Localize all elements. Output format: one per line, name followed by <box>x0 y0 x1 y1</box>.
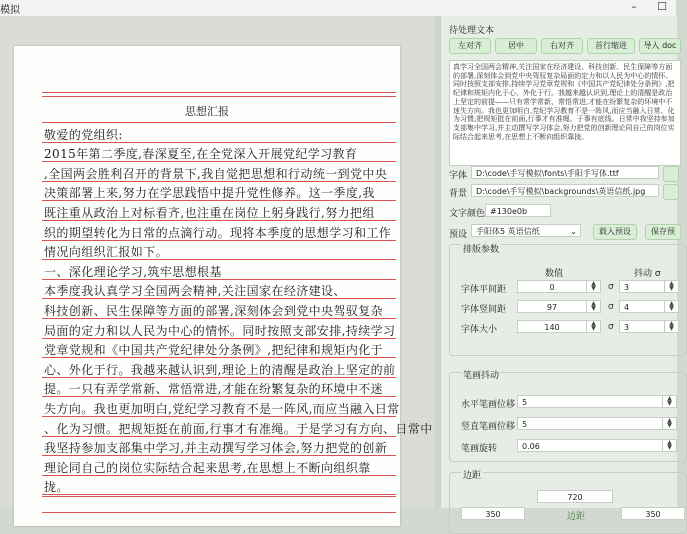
font-path-field[interactable]: D:\code\手写模拟\fonts\手阳手写体.ttf <box>471 166 659 179</box>
font-label: 字体 <box>449 171 468 181</box>
margin-left-field[interactable]: 350 <box>461 507 525 520</box>
v-jitter-spinbox[interactable] <box>619 300 679 313</box>
handwritten-line: 拢。 <box>44 480 69 494</box>
handwritten-line: 科技创新、民生保障等方面的部署,深刻体会到党中央驾驭复杂 <box>44 304 384 318</box>
spin-arrows-icon[interactable]: ▲ ▼ <box>662 418 676 429</box>
h-stroke-offset-label: 水平笔画位移 <box>461 400 516 410</box>
handwritten-line: 本季度我认真学习全国两会精神,关注国家在经济建设、 <box>44 284 346 298</box>
handwritten-line: ,全国两会胜利召开的背景下,我自觉把思想和行动统一到党中央 <box>44 167 388 181</box>
preview-canvas[interactable] <box>0 16 440 508</box>
handwritten-line: 情况向组织汇报如下。 <box>44 245 169 259</box>
background-label: 背景 <box>449 189 468 199</box>
spin-arrows-icon[interactable]: ▲ ▼ <box>664 301 678 312</box>
margin-title: 边距 <box>461 468 483 481</box>
paper-margin-line <box>42 92 396 93</box>
handwritten-line: 心、外化于行。我越来越认识到,理论上的清醒是政治上坚定的前 <box>44 363 396 377</box>
paper-margin-line <box>42 96 396 97</box>
handwritten-line: 我坚持参加支部集中学习,并主动撰写学习体会,努力把党的创新 <box>44 441 388 455</box>
sigma-label: σ <box>608 282 614 292</box>
stroke-rotate-value: 0.06 <box>522 442 540 451</box>
v-jitter-value: 4 <box>624 303 630 312</box>
h-spacing-spinbox[interactable] <box>517 280 601 293</box>
handwritten-line: 既注重从政治上对标看齐,也注重在岗位上躬身践行,努力把组 <box>44 206 375 220</box>
h-stroke-offset-spinbox[interactable] <box>517 395 677 408</box>
align-right-button[interactable]: 右对齐 <box>541 38 583 54</box>
paper-preview <box>14 46 433 526</box>
align-left-button[interactable]: 左对齐 <box>449 38 491 54</box>
background-path-field[interactable]: D:\code\手写模拟\backgrounds\英语信纸.jpg <box>471 184 659 197</box>
chevron-down-icon: ⌄ <box>570 227 577 236</box>
h-spacing-label: 字体平间距 <box>461 285 507 295</box>
handwritten-line: 决策部署上来,努力在学思践悟中提升党性修养。这一季度,我 <box>44 186 375 200</box>
v-spacing-label: 字体竖间距 <box>461 305 507 315</box>
section-title-text: 待处理文本 <box>449 26 495 36</box>
v-stroke-offset-value: 5 <box>522 420 528 429</box>
spin-arrows-icon[interactable]: ▲ ▼ <box>662 396 676 407</box>
background-browse-button[interactable] <box>663 184 679 200</box>
font-size-spinbox[interactable] <box>517 320 601 333</box>
stroke-rotate-spinbox[interactable] <box>517 439 677 452</box>
v-spacing-value: 97 <box>546 303 558 312</box>
sigma-label: σ <box>608 302 614 312</box>
control-panel <box>440 16 677 522</box>
maximize-icon[interactable]: ☐ <box>657 0 667 13</box>
v-stroke-offset-label: 竖直笔画位移 <box>461 422 516 432</box>
handwritten-line: 提。一只有弄学常新、常悟常进,才能在纷繁复杂的环境中不迷 <box>44 382 384 396</box>
v-spacing-spinbox[interactable] <box>517 300 601 313</box>
preset-value: 手阳体5 英语信纸 <box>476 227 540 236</box>
h-stroke-offset-value: 5 <box>522 398 528 407</box>
text-color-field[interactable]: #130e0b <box>485 204 551 217</box>
handwritten-line: 织的期望转化为日常的点滴行动。现将本季度的思想学习和工作 <box>44 226 392 240</box>
import-doc-button[interactable]: 导入 doc <box>639 38 681 54</box>
preset-label: 预设 <box>449 230 468 240</box>
title-bar <box>0 0 676 17</box>
minimize-icon[interactable]: – <box>631 0 637 13</box>
value-column-header: 数值 <box>545 269 564 279</box>
load-preset-button[interactable]: 载入预设 <box>593 224 637 240</box>
v-stroke-offset-spinbox[interactable] <box>517 417 677 430</box>
preset-select[interactable] <box>471 224 581 237</box>
paper-margin-line <box>42 512 396 513</box>
font-size-value: 140 <box>544 323 560 332</box>
font-size-jitter-spinbox[interactable] <box>619 320 679 333</box>
spin-arrows-icon[interactable]: ▲ ▼ <box>664 281 678 292</box>
handwritten-line: 敬爱的党组织: <box>44 128 123 142</box>
h-jitter-value: 3 <box>624 283 630 292</box>
paper-title: 思想汇报 <box>185 105 229 118</box>
margin-center-label: 边距 <box>567 512 586 522</box>
first-line-indent-button[interactable]: 首行缩进 <box>587 38 635 54</box>
font-browse-button[interactable] <box>663 166 679 182</box>
window-title: 模拟 <box>0 5 20 16</box>
stroke-perturb-title: 笔画抖动 <box>461 368 501 381</box>
paper-margin-line <box>42 496 396 497</box>
handwritten-line: 2015年第二季度,春深夏至,在全党深入开展党纪学习教育 <box>44 147 358 161</box>
layout-params-title: 排版参数 <box>461 242 501 255</box>
handwritten-line: 一、深化理论学习,筑牢思想根基 <box>44 265 222 279</box>
handwritten-line: 党章党规和《中国共产党纪律处分条例》,把纪律和规矩内化于 <box>44 343 384 357</box>
spin-arrows-icon[interactable]: ▲ ▼ <box>586 301 600 312</box>
font-size-label: 字体大小 <box>461 325 498 335</box>
save-preset-button[interactable]: 保存预 <box>645 224 681 240</box>
stroke-rotate-label: 笔画旋转 <box>461 444 498 454</box>
handwritten-line: 、化为习惯。把规矩挺在前面,行事才有准绳。于是学习有方向、日常中 <box>44 422 433 436</box>
jitter-column-header: 抖动 σ <box>634 269 661 279</box>
align-center-button[interactable]: 居中 <box>495 38 537 54</box>
margin-top-field[interactable]: 720 <box>537 490 613 503</box>
text-input-area[interactable] <box>449 60 681 166</box>
sigma-label: σ <box>608 322 614 332</box>
text-color-label: 文字颜色 <box>449 209 486 219</box>
font-size-jitter-value: 3 <box>624 323 630 332</box>
spin-arrows-icon[interactable]: ▲ ▼ <box>662 440 676 451</box>
spin-arrows-icon[interactable]: ▲ ▼ <box>586 281 600 292</box>
margin-right-field[interactable]: 350 <box>621 507 685 520</box>
handwritten-line: 失方向。我也更加明白,党纪学习教育不是一阵风,而应当融入日常 <box>44 402 400 416</box>
h-jitter-spinbox[interactable] <box>619 280 679 293</box>
h-spacing-value: 0 <box>549 283 555 292</box>
spin-arrows-icon[interactable]: ▲ ▼ <box>664 321 678 332</box>
handwritten-line: 理论同自己的岗位实际结合起来思考,在思想上不断向组织靠 <box>44 461 371 475</box>
spin-arrows-icon[interactable]: ▲ ▼ <box>586 321 600 332</box>
text-content: 真学习全国两会精神,关注国家在经济建设、科技创新、民生保障等方面的部署,深刻体会到党中央驾驭复杂局面的定力和以人民为中心的情怀。同时按照支部安排,持续学习党章党规和《中国共产党纪律处分条例》,把纪律和规矩内化于心、外化于行。我越来越认识到,理论上的清醒是政治上坚定的前提——只有常学常新、常悟常进,才能在纷繁复杂的环境中不迷失方向。我也更加明白,党纪学习教育不是一阵风,而应当融入日常、化为习惯;把规矩挺在前面,行事才有准绳。于事有底线。日常中我坚持参加支部集中学习,并主动撰写学习体会,努力把党的创新理论同自己的岗位实际结合起来思考,在思想上不断向组织靠拢。 <box>453 63 675 141</box>
handwritten-line: 局面的定力和以人民为中心的情怀。同时按照支部安排,持续学习 <box>44 324 396 338</box>
paper-margin-line <box>42 122 396 123</box>
